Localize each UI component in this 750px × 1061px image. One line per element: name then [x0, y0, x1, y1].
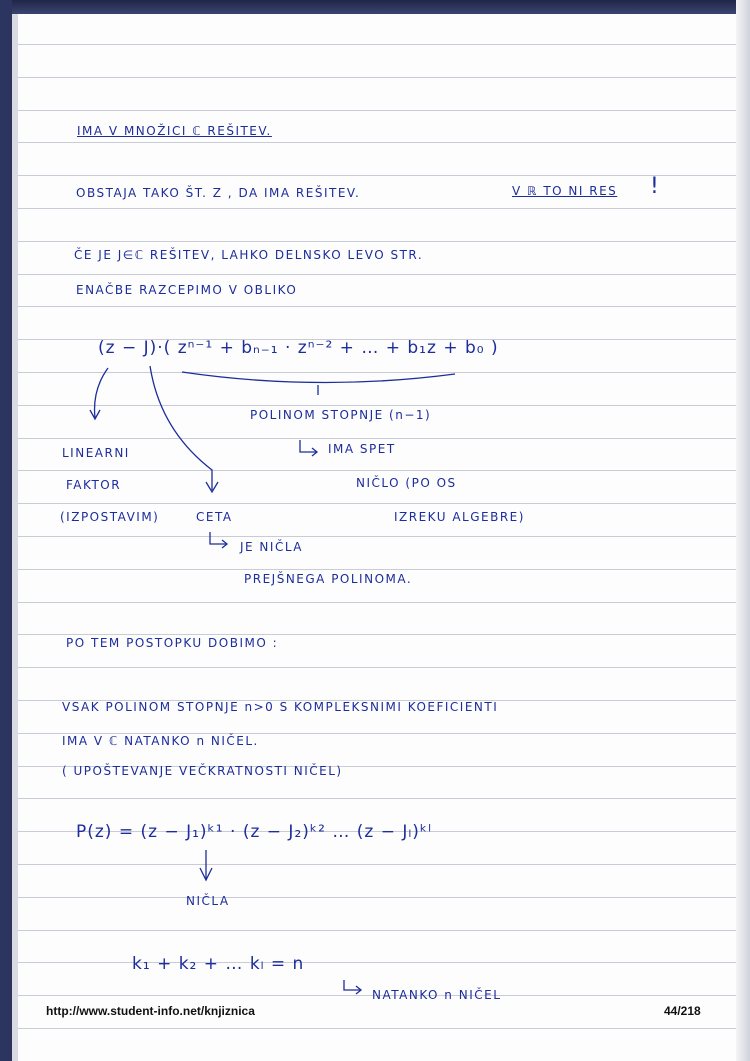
note-polinom-stopnje: POLINOM STOPNJE (n−1) [250, 408, 432, 422]
line-ce-je: ČE JE J∈ℂ REŠITEV, LAHKO DELNSKO LEVO STR. [74, 248, 424, 262]
note-izpostavim: (IZPOSTAVIM) [60, 510, 160, 524]
equation-multiplicity-sum: k₁ + k₂ + … kₗ = n [132, 954, 305, 974]
note-izreku: IZREKU ALGEBRE) [394, 510, 525, 524]
note-prejsnega: PREJŠNEGA POLINOMA. [244, 572, 413, 586]
exclamation-mark: ! [650, 174, 660, 199]
line-ima-v-c: IMA V ℂ NATANKO n NIČEL. [62, 734, 259, 748]
arrow-natanko-icon [344, 980, 360, 990]
note-linearni: LINEARNI [62, 446, 130, 460]
line-upostevanje: ( UPOŠTEVANJE VEČKRATNOSTI NIČEL) [62, 764, 343, 778]
note-niclo: NIČLO (PO OS [356, 476, 457, 490]
arrow-ima-spet-icon [300, 440, 316, 452]
arrow-to-ceta-icon [150, 366, 212, 490]
footer-page-number: 44/218 [664, 1004, 701, 1018]
underbrace-icon [182, 372, 455, 383]
note-je-nicla: JE NIČLA [240, 540, 303, 554]
note-faktor: FAKTOR [66, 478, 122, 492]
note-natanko-n-nicel: NATANKO n NIČEL [372, 988, 502, 1002]
equation-polynomial-product: P(z) = (z − J₁)ᵏ¹ · (z − J₂)ᵏ² … (z − Jₗ)ᵏˡ [76, 822, 432, 842]
note-nicla: NIČLA [186, 894, 230, 908]
line-vsak-polinom: VSAK POLINOM STOPNJE n>0 S KOMPLEKSNIMI KOEFICIENTI [62, 700, 499, 714]
line-obstaja: OBSTAJA TAKO ŠT. Z , DA IMA REŠITEV. [76, 186, 361, 200]
arrow-je-nicla-icon [210, 532, 226, 544]
footer-url: http://www.student-info.net/knjiznica [46, 1004, 255, 1018]
equation-factorization: (z − J)·( zⁿ⁻¹ + bₙ₋₁ · zⁿ⁻² + … + b₁z + b₀ ) [98, 338, 499, 358]
line-enacbe: ENAČBE RAZCEPIMO V OBLIKO [76, 283, 298, 297]
note-ceta: CETA [196, 510, 233, 524]
line-v-r-ni-res: V ℝ TO NI RES [512, 184, 618, 198]
line-ima-v-mnozici: IMA V MNOŽICI ℂ REŠITEV. [77, 124, 272, 138]
line-po-tem-postopku: PO TEM POSTOPKU DOBIMO : [66, 636, 279, 650]
arrow-to-linear-icon [95, 368, 108, 418]
note-ima-spet: IMA SPET [328, 442, 396, 456]
